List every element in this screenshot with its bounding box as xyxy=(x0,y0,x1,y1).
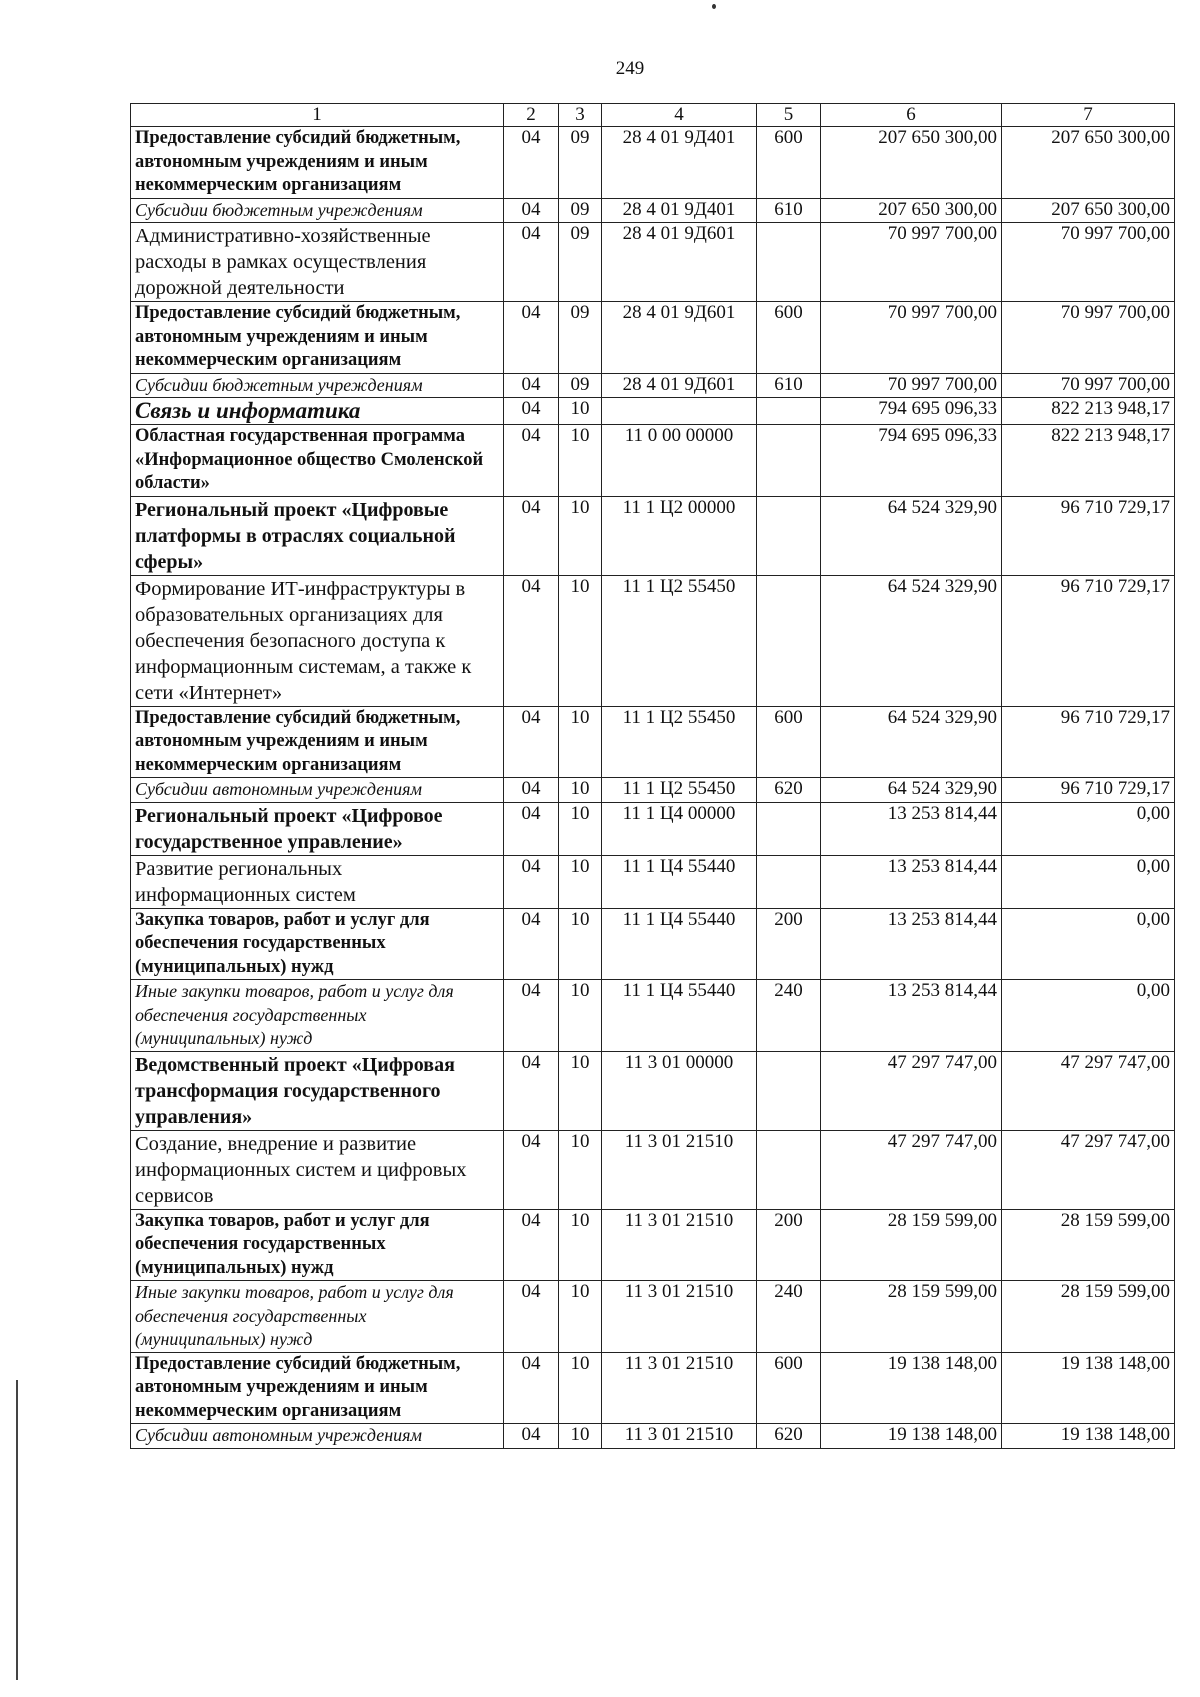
row-subsection-code: 10 xyxy=(559,1051,602,1130)
row-expense-type xyxy=(757,575,821,706)
row-expense-type: 610 xyxy=(757,198,821,223)
row-expense-type: 620 xyxy=(757,1424,821,1449)
row-target-article: 11 3 01 21510 xyxy=(602,1130,757,1209)
row-amount-year-2: 19 138 148,00 xyxy=(1002,1352,1175,1424)
row-name: Предоставление субсидий бюджетным, автономным учреждениям и иным некоммерческим организациям xyxy=(131,706,504,778)
table-row xyxy=(131,223,1175,302)
row-amount-year-2: 0,00 xyxy=(1002,802,1175,855)
row-amount-year-1: 13 253 814,44 xyxy=(821,855,1002,908)
row-subsection-code: 10 xyxy=(559,1281,602,1353)
row-section-code: 04 xyxy=(504,1281,559,1353)
row-target-article: 11 1 Ц2 55450 xyxy=(602,778,757,803)
row-amount-year-1: 28 159 599,00 xyxy=(821,1209,1002,1281)
table-row xyxy=(131,855,1175,908)
row-section-code: 04 xyxy=(504,1424,559,1449)
row-expense-type: 240 xyxy=(757,1281,821,1353)
row-target-article: 28 4 01 9Д601 xyxy=(602,373,757,398)
row-amount-year-1: 64 524 329,90 xyxy=(821,496,1002,575)
row-amount-year-1: 13 253 814,44 xyxy=(821,802,1002,855)
row-subsection-code: 09 xyxy=(559,302,602,374)
table-row xyxy=(131,1209,1175,1281)
row-target-article xyxy=(602,398,757,425)
row-subsection-code: 09 xyxy=(559,198,602,223)
row-expense-type: 610 xyxy=(757,373,821,398)
row-name: Административно-хозяйственные расходы в рамках осуществления дорожной деятельности xyxy=(131,223,504,302)
row-section-code: 04 xyxy=(504,1130,559,1209)
row-name: Предоставление субсидий бюджетным, автономным учреждениям и иным некоммерческим организациям xyxy=(131,1352,504,1424)
row-section-code: 04 xyxy=(504,778,559,803)
row-section-code: 04 xyxy=(504,908,559,980)
row-expense-type: 200 xyxy=(757,908,821,980)
row-expense-type: 200 xyxy=(757,1209,821,1281)
row-expense-type xyxy=(757,855,821,908)
row-section-code: 04 xyxy=(504,980,559,1052)
table-row xyxy=(131,802,1175,855)
row-target-article: 28 4 01 9Д401 xyxy=(602,127,757,199)
row-target-article: 11 1 Ц4 55440 xyxy=(602,908,757,980)
table-row xyxy=(131,302,1175,374)
row-amount-year-1: 794 695 096,33 xyxy=(821,398,1002,425)
row-name: Субсидии автономным учреждениям xyxy=(131,778,504,803)
table-row xyxy=(131,778,1175,803)
row-amount-year-2: 96 710 729,17 xyxy=(1002,706,1175,778)
row-expense-type xyxy=(757,425,821,497)
row-target-article: 11 1 Ц4 00000 xyxy=(602,802,757,855)
row-name: Формирование ИТ-инфраструктуры в образовательных организациях для обеспечения безопасного доступа к информационным системам, а также к сети «Интернет» xyxy=(131,575,504,706)
row-subsection-code: 10 xyxy=(559,980,602,1052)
row-amount-year-1: 207 650 300,00 xyxy=(821,198,1002,223)
row-section-code: 04 xyxy=(504,1051,559,1130)
table-row xyxy=(131,425,1175,497)
table-row xyxy=(131,496,1175,575)
row-target-article: 11 1 Ц2 55450 xyxy=(602,575,757,706)
row-amount-year-2: 0,00 xyxy=(1002,908,1175,980)
row-section-code: 04 xyxy=(504,496,559,575)
row-name: Иные закупки товаров, работ и услуг для обеспечения государственных (муниципальных) нужд xyxy=(131,1281,504,1353)
row-target-article: 28 4 01 9Д601 xyxy=(602,302,757,374)
row-section-code: 04 xyxy=(504,398,559,425)
row-section-code: 04 xyxy=(504,855,559,908)
table-row xyxy=(131,1424,1175,1449)
row-section-code: 04 xyxy=(504,1209,559,1281)
row-amount-year-2: 19 138 148,00 xyxy=(1002,1424,1175,1449)
table-row xyxy=(131,127,1175,199)
table-row xyxy=(131,908,1175,980)
row-amount-year-1: 70 997 700,00 xyxy=(821,223,1002,302)
table-row xyxy=(131,706,1175,778)
row-expense-type: 240 xyxy=(757,980,821,1052)
row-target-article: 28 4 01 9Д601 xyxy=(602,223,757,302)
row-amount-year-2: 47 297 747,00 xyxy=(1002,1051,1175,1130)
column-number: 5 xyxy=(757,104,821,127)
row-section-code: 04 xyxy=(504,425,559,497)
row-name: Создание, внедрение и развитие информационных систем и цифровых сервисов xyxy=(131,1130,504,1209)
row-target-article: 11 3 01 21510 xyxy=(602,1209,757,1281)
row-amount-year-1: 64 524 329,90 xyxy=(821,778,1002,803)
row-amount-year-1: 70 997 700,00 xyxy=(821,302,1002,374)
row-expense-type: 620 xyxy=(757,778,821,803)
row-amount-year-2: 822 213 948,17 xyxy=(1002,398,1175,425)
table-row xyxy=(131,1130,1175,1209)
row-expense-type xyxy=(757,1051,821,1130)
column-number: 7 xyxy=(1002,104,1175,127)
row-subsection-code: 10 xyxy=(559,425,602,497)
row-amount-year-2: 96 710 729,17 xyxy=(1002,778,1175,803)
row-section-code: 04 xyxy=(504,198,559,223)
row-subsection-code: 09 xyxy=(559,223,602,302)
page-number: 249 xyxy=(615,58,645,79)
row-target-article: 11 1 Ц4 55440 xyxy=(602,980,757,1052)
row-target-article: 11 3 01 21510 xyxy=(602,1352,757,1424)
column-number: 6 xyxy=(821,104,1002,127)
row-target-article: 28 4 01 9Д401 xyxy=(602,198,757,223)
row-name: Закупка товаров, работ и услуг для обеспечения государственных (муниципальных) нужд xyxy=(131,908,504,980)
row-section-code: 04 xyxy=(504,373,559,398)
row-amount-year-1: 28 159 599,00 xyxy=(821,1281,1002,1353)
scan-speck xyxy=(712,4,716,9)
row-subsection-code: 09 xyxy=(559,127,602,199)
row-name: Областная государственная программа «Информационное общество Смоленской области» xyxy=(131,425,504,497)
row-section-code: 04 xyxy=(504,1352,559,1424)
row-name: Ведомственный проект «Цифровая трансформация государственного управления» xyxy=(131,1051,504,1130)
row-target-article: 11 3 01 21510 xyxy=(602,1424,757,1449)
row-amount-year-1: 64 524 329,90 xyxy=(821,706,1002,778)
row-name: Субсидии автономным учреждениям xyxy=(131,1424,504,1449)
row-amount-year-2: 70 997 700,00 xyxy=(1002,223,1175,302)
row-name: Субсидии бюджетным учреждениям xyxy=(131,198,504,223)
row-subsection-code: 10 xyxy=(559,778,602,803)
row-section-code: 04 xyxy=(504,223,559,302)
table-row xyxy=(131,198,1175,223)
row-section-code: 04 xyxy=(504,802,559,855)
row-amount-year-2: 28 159 599,00 xyxy=(1002,1209,1175,1281)
row-subsection-code: 10 xyxy=(559,496,602,575)
row-target-article: 11 1 Ц2 55450 xyxy=(602,706,757,778)
budget-table xyxy=(130,103,1175,1449)
table-row xyxy=(131,575,1175,706)
row-amount-year-2: 96 710 729,17 xyxy=(1002,575,1175,706)
row-name: Субсидии бюджетным учреждениям xyxy=(131,373,504,398)
row-target-article: 11 3 01 00000 xyxy=(602,1051,757,1130)
row-amount-year-1: 70 997 700,00 xyxy=(821,373,1002,398)
row-amount-year-1: 19 138 148,00 xyxy=(821,1352,1002,1424)
row-expense-type xyxy=(757,398,821,425)
row-subsection-code: 10 xyxy=(559,1209,602,1281)
row-target-article: 11 1 Ц4 55440 xyxy=(602,855,757,908)
table-row xyxy=(131,980,1175,1052)
column-number: 3 xyxy=(559,104,602,127)
row-subsection-code: 10 xyxy=(559,1424,602,1449)
table-row xyxy=(131,373,1175,398)
row-name: Закупка товаров, работ и услуг для обеспечения государственных (муниципальных) нужд xyxy=(131,1209,504,1281)
row-amount-year-2: 0,00 xyxy=(1002,980,1175,1052)
row-subsection-code: 10 xyxy=(559,1130,602,1209)
row-subsection-code: 10 xyxy=(559,908,602,980)
row-amount-year-2: 96 710 729,17 xyxy=(1002,496,1175,575)
row-amount-year-2: 70 997 700,00 xyxy=(1002,302,1175,374)
row-amount-year-1: 47 297 747,00 xyxy=(821,1051,1002,1130)
row-amount-year-2: 822 213 948,17 xyxy=(1002,425,1175,497)
row-target-article: 11 0 00 00000 xyxy=(602,425,757,497)
row-amount-year-1: 13 253 814,44 xyxy=(821,980,1002,1052)
row-name: Связь и информатика xyxy=(131,398,504,425)
row-name: Предоставление субсидий бюджетным, автономным учреждениям и иным некоммерческим организациям xyxy=(131,127,504,199)
row-amount-year-2: 28 159 599,00 xyxy=(1002,1281,1175,1353)
row-subsection-code: 10 xyxy=(559,855,602,908)
row-amount-year-1: 207 650 300,00 xyxy=(821,127,1002,199)
row-section-code: 04 xyxy=(504,302,559,374)
scan-edge-line xyxy=(16,1380,18,1680)
column-number: 1 xyxy=(131,104,504,127)
row-subsection-code: 10 xyxy=(559,575,602,706)
row-target-article: 11 1 Ц2 00000 xyxy=(602,496,757,575)
row-section-code: 04 xyxy=(504,575,559,706)
row-amount-year-1: 64 524 329,90 xyxy=(821,575,1002,706)
row-name: Предоставление субсидий бюджетным, автономным учреждениям и иным некоммерческим организациям xyxy=(131,302,504,374)
row-expense-type: 600 xyxy=(757,706,821,778)
row-amount-year-2: 207 650 300,00 xyxy=(1002,198,1175,223)
row-amount-year-1: 19 138 148,00 xyxy=(821,1424,1002,1449)
row-subsection-code: 09 xyxy=(559,373,602,398)
row-expense-type: 600 xyxy=(757,127,821,199)
row-amount-year-2: 0,00 xyxy=(1002,855,1175,908)
column-number: 4 xyxy=(602,104,757,127)
row-name: Региональный проект «Цифровое государственное управление» xyxy=(131,802,504,855)
table-row xyxy=(131,1281,1175,1353)
row-amount-year-2: 70 997 700,00 xyxy=(1002,373,1175,398)
row-name: Региональный проект «Цифровые платформы в отраслях социальной сферы» xyxy=(131,496,504,575)
row-target-article: 11 3 01 21510 xyxy=(602,1281,757,1353)
row-expense-type: 600 xyxy=(757,1352,821,1424)
row-expense-type xyxy=(757,802,821,855)
column-number: 2 xyxy=(504,104,559,127)
row-section-code: 04 xyxy=(504,127,559,199)
row-amount-year-2: 207 650 300,00 xyxy=(1002,127,1175,199)
row-amount-year-1: 47 297 747,00 xyxy=(821,1130,1002,1209)
row-amount-year-1: 13 253 814,44 xyxy=(821,908,1002,980)
table-row xyxy=(131,398,1175,425)
row-expense-type xyxy=(757,496,821,575)
row-name: Развитие региональных информационных систем xyxy=(131,855,504,908)
row-expense-type xyxy=(757,1130,821,1209)
row-amount-year-2: 47 297 747,00 xyxy=(1002,1130,1175,1209)
table-row xyxy=(131,1352,1175,1424)
row-amount-year-1: 794 695 096,33 xyxy=(821,425,1002,497)
row-expense-type: 600 xyxy=(757,302,821,374)
row-subsection-code: 10 xyxy=(559,706,602,778)
table-row xyxy=(131,1051,1175,1130)
row-section-code: 04 xyxy=(504,706,559,778)
row-subsection-code: 10 xyxy=(559,398,602,425)
row-subsection-code: 10 xyxy=(559,1352,602,1424)
row-name: Иные закупки товаров, работ и услуг для обеспечения государственных (муниципальных) нужд xyxy=(131,980,504,1052)
column-number-row xyxy=(131,104,1175,127)
row-expense-type xyxy=(757,223,821,302)
row-subsection-code: 10 xyxy=(559,802,602,855)
